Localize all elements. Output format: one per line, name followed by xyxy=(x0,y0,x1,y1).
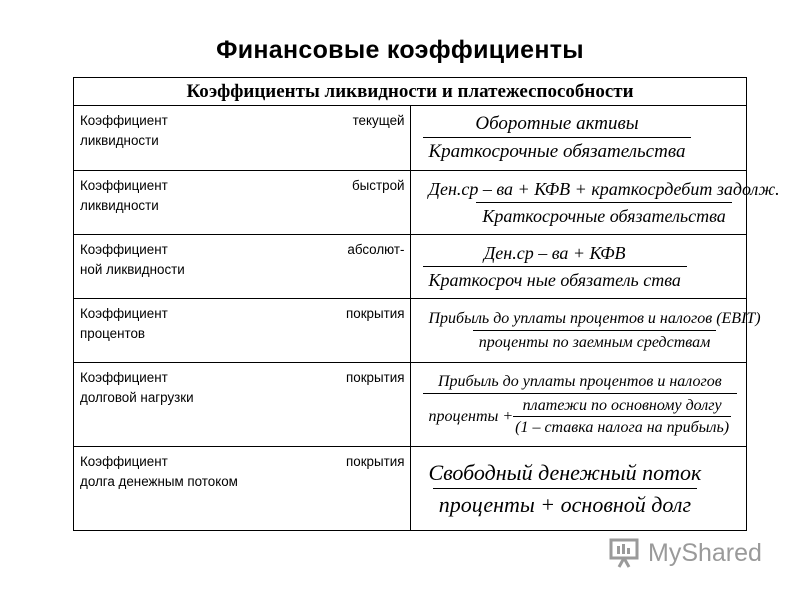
ratio-formula xyxy=(410,171,780,235)
table-caption-row xyxy=(74,78,747,106)
inner-numerator: платежи по основному долгу xyxy=(522,396,722,414)
ratio-name-absolute-liquidity: Коэффициент абсолют- ной ликвидности xyxy=(74,235,411,299)
table-row xyxy=(74,363,747,447)
ratio-name-debt-coverage: Коэффициент покрытия долговой нагрузки xyxy=(74,363,411,447)
formula-numerator: Ден.ср – ва + КФВ + краткосрдебит задолж. xyxy=(428,178,780,199)
ratio-formula xyxy=(410,235,747,299)
watermark-text: MyShared xyxy=(648,538,762,567)
ratio-formula xyxy=(410,299,761,363)
fraction xyxy=(423,460,708,518)
formula-denominator: проценты по заемным средствам xyxy=(473,330,717,352)
table-row xyxy=(74,235,747,299)
ratio-formula xyxy=(410,447,747,531)
formula-denominator: проценты + основной долг xyxy=(433,488,697,518)
formula-numerator: Прибыль до уплаты процентов и налогов (EBIT) xyxy=(428,309,761,327)
presentation-board-icon xyxy=(608,537,642,569)
fraction xyxy=(423,310,767,352)
formula-denominator: Краткосрочные обязательства xyxy=(423,137,692,163)
ratio-name-interest-coverage: Коэффициент покрытия процентов xyxy=(74,299,411,363)
formula-numerator: Прибыль до уплаты процентов и налогов xyxy=(437,372,722,390)
formula-denominator: Краткосрочные обязательства xyxy=(476,202,731,227)
formula-denominator xyxy=(423,393,738,437)
ratio-formula xyxy=(410,106,747,171)
denominator-lead: проценты + xyxy=(428,407,514,425)
formula-numerator: Оборотные активы xyxy=(475,113,639,134)
fraction xyxy=(423,373,738,437)
ratio-name-cashflow-debt-coverage: Коэффициент покрытия долга денежным потоком xyxy=(74,447,411,531)
ratio-formula xyxy=(410,363,747,447)
table-row xyxy=(74,299,747,363)
table-caption: Коэффициенты ликвидности и платежеспособности xyxy=(74,78,747,106)
inner-denominator: (1 – ставка налога на прибыль) xyxy=(513,416,731,437)
watermark-logo xyxy=(608,538,762,568)
table-row xyxy=(74,106,747,171)
table-row xyxy=(74,171,747,235)
ratio-name-current-liquidity: Коэффициент текущей ликвидности xyxy=(74,106,411,171)
ratios-table xyxy=(73,77,780,531)
formula-numerator: Ден.ср – ва + КФВ xyxy=(483,242,626,263)
ratio-name-quick-liquidity: Коэффициент быстрой ликвидности xyxy=(74,171,411,235)
inner-fraction xyxy=(513,397,731,437)
fraction xyxy=(423,179,786,227)
page-title: Финансовые коэффициенты xyxy=(216,36,584,64)
fraction xyxy=(423,113,692,163)
table-row xyxy=(74,447,747,531)
formula-numerator: Свободный денежный поток xyxy=(428,459,702,485)
formula-denominator: Краткосроч ные обязатель ства xyxy=(423,266,687,291)
fraction xyxy=(423,243,687,291)
